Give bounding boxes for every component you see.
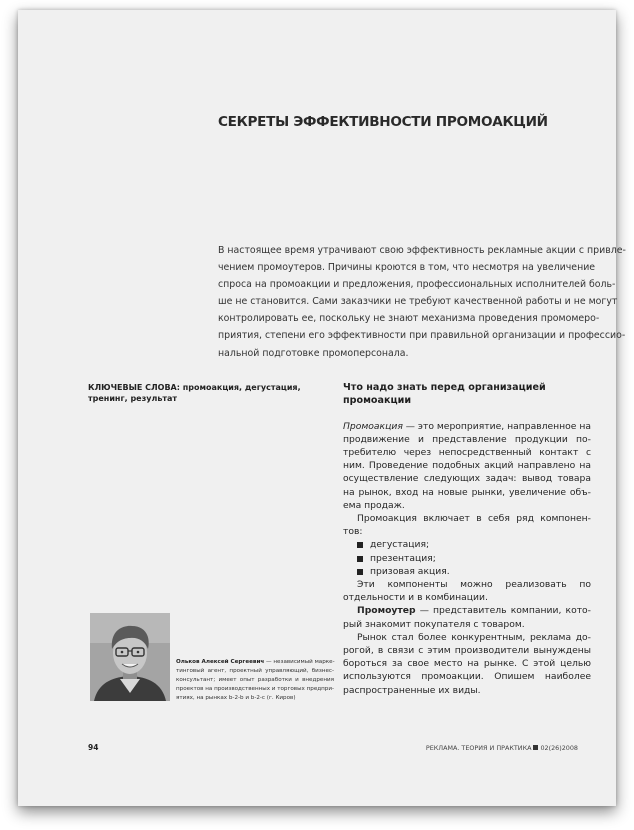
term-promoaction: Промоакция <box>343 420 403 432</box>
author-name: Ольков Алексей Сергеевич <box>176 659 265 665</box>
author-bio-line: проектов на производственных и торговых предпри- <box>176 685 334 692</box>
author-bio-line <box>176 658 334 667</box>
running-footer <box>426 744 578 752</box>
body-paragraph: Промоакция включает в себя ряд компонен-тов: <box>343 513 591 538</box>
issue-number: 02(26)2008 <box>540 744 578 752</box>
keywords: КЛЮЧЕВЫЕ СЛОВА: промоакция, дегустация, тренинг, результат <box>88 383 301 403</box>
article-lead <box>218 242 626 362</box>
bullet-square-icon <box>357 569 363 575</box>
list-item <box>357 565 591 578</box>
author-portrait-image <box>90 613 170 701</box>
list-item-text: призовая акция. <box>370 565 450 577</box>
body-paragraph <box>343 604 591 630</box>
body-paragraph: Эти компоненты можно реализовать по отдельности и в комбинации. <box>343 579 591 604</box>
lead-line: спроса на промоакции и предложения, профессиональных исполнителей боль- <box>218 279 616 291</box>
list-item <box>357 552 591 565</box>
author-bio <box>176 658 334 703</box>
paragraph-text: — представитель компании, кото-рый знакомит покупателя с товаром. <box>343 605 591 630</box>
term-promoter: Промоутер <box>357 605 416 617</box>
author-bio-line: консультант; имеет опыт разработки и внедрения <box>176 676 334 683</box>
list-item <box>357 538 591 551</box>
paragraph-text: — это мероприятие, направленное на продвижение и представление продукции по-требителю через непосредственный контакт с ним. Проведение подобных акций направлено на осуществление следующих задач: вывод товара на рынок, вход на новые рынки, увеличение объ-ема продаж. <box>343 420 591 511</box>
lead-line: чением промоутеров. Причины кроются в том, что несмотря на увеличение <box>218 262 596 274</box>
body-column <box>343 382 591 697</box>
body-paragraph: Рынок стал более конкурентным, реклама до-рогой, в связи с этим производители вынуждены бороться за свое место на рынке. С этой целью используются промоакции. Опишем наиболее распространенные их виды. <box>343 631 591 696</box>
list-item-text: презентация; <box>370 552 436 564</box>
lead-line: нальной подготовке промоперсонала. <box>218 347 409 359</box>
bullet-square-icon <box>357 542 363 548</box>
article-title: СЕКРЕТЫ ЭФФЕКТИВНОСТИ ПРОМОАКЦИЙ <box>218 114 548 130</box>
bullet-square-icon <box>357 556 363 562</box>
journal-name: РЕКЛАМА. ТЕОРИЯ И ПРАКТИКА <box>425 744 532 752</box>
author-bio-text: — независимый марке- <box>264 659 335 665</box>
lead-line: ше не становится. Сами заказчики не требуют качественной работы и не могут <box>218 296 618 308</box>
lead-line: приятия, степени его эффективности при правильной организации и профессио- <box>218 330 626 342</box>
author-photo <box>90 613 170 701</box>
page-number: 94 <box>88 743 99 752</box>
list-item-text: дегустация; <box>370 539 430 551</box>
lead-line: контролировать ее, поскольку не знают механизма проведения промомеро- <box>218 313 600 325</box>
components-list <box>343 538 591 578</box>
author-bio-line: ятиях, на рынках b-2-b и b-2-c (г. Киров) <box>176 694 296 701</box>
author-bio-line: тинговый агент, проектный управляющий, бизнес- <box>176 667 334 674</box>
square-separator-icon <box>533 745 538 750</box>
lead-line: В настоящее время утрачивают свою эффективность рекламные акции с привле- <box>218 245 626 256</box>
section-heading: Что надо знать перед организацией промоакции <box>343 382 546 406</box>
magazine-page <box>18 10 626 806</box>
body-paragraph <box>343 420 591 512</box>
